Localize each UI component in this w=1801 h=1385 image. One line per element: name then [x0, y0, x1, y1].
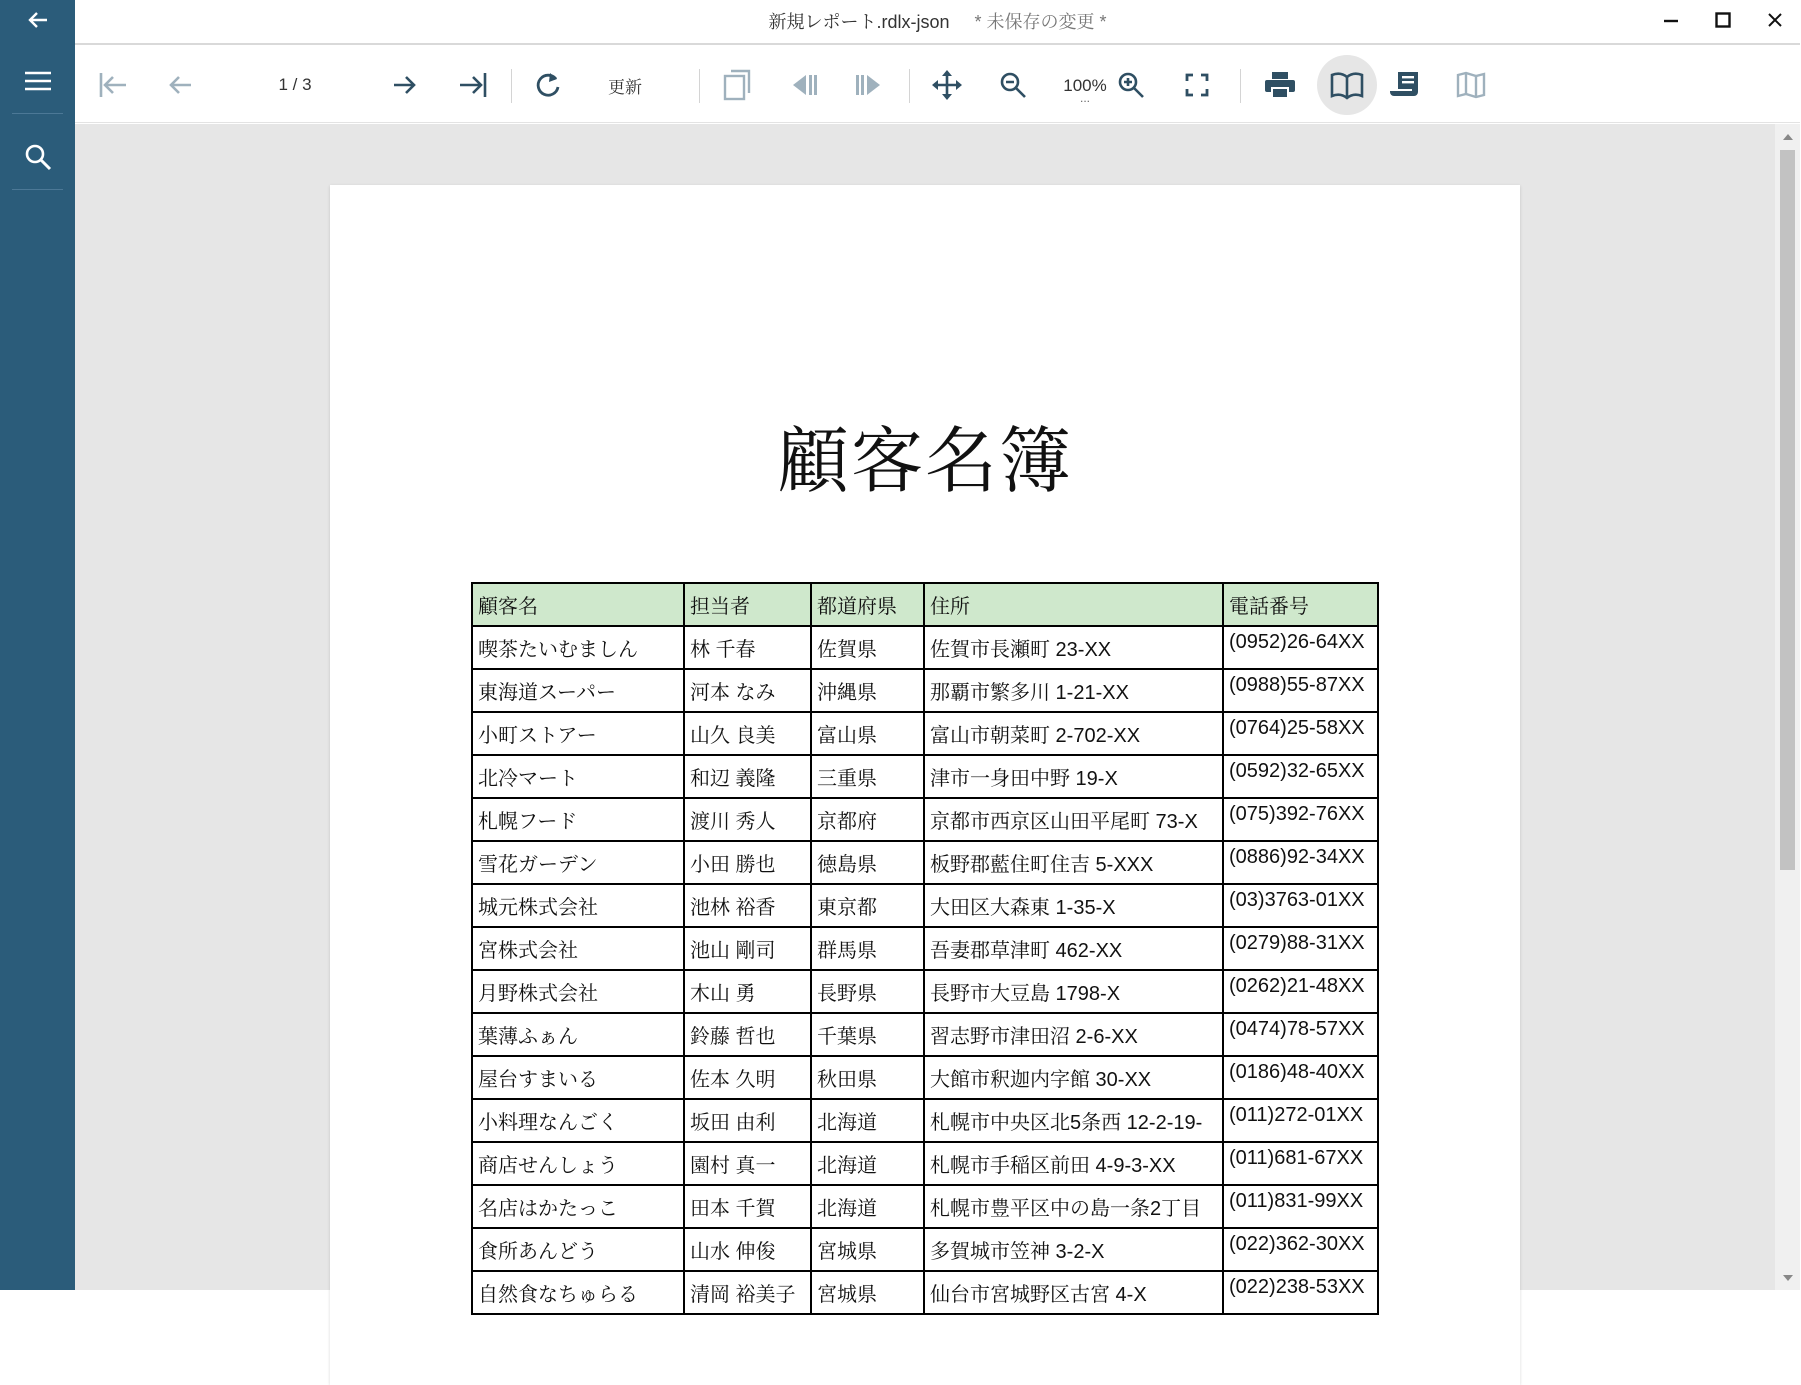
table-cell: 長野市大豆島 1798-X [924, 970, 1223, 1013]
table-cell: 田本 千賀 [684, 1185, 811, 1228]
maximize-icon [1715, 12, 1731, 33]
title-bar [75, 0, 1800, 45]
report-title: 顧客名簿 [776, 419, 1073, 503]
table-cell: 山水 伸俊 [684, 1228, 811, 1271]
table-row [472, 798, 1378, 841]
zoom-level-value: 100% [1063, 76, 1107, 95]
arrow-right-icon [392, 73, 418, 97]
step-forward-icon [855, 73, 885, 97]
book-view-button[interactable] [1317, 55, 1377, 115]
table-row [472, 1013, 1378, 1056]
vertical-scrollbar[interactable] [1775, 124, 1800, 1290]
table-cell: 北冷マート [472, 755, 684, 798]
table-cell: (0262)21-48XX [1223, 970, 1378, 1013]
table-cell: 商店せんしょう [472, 1142, 684, 1185]
viewer-toolbar [75, 47, 1800, 123]
fullscreen-icon [1185, 73, 1209, 97]
table-cell: 小料理なんごく [472, 1099, 684, 1142]
table-cell: 三重県 [811, 755, 924, 798]
table-cell: (0886)92-34XX [1223, 841, 1378, 884]
table-cell: 林 千春 [684, 626, 811, 669]
table-cell: (0592)32-65XX [1223, 755, 1378, 798]
table-cell: (011)681-67XX [1223, 1142, 1378, 1185]
column-header: 担当者 [684, 583, 811, 626]
zoom-in-button[interactable] [1111, 55, 1151, 115]
table-cell: 宮城県 [811, 1228, 924, 1271]
table-cell: 池山 剛司 [684, 927, 811, 970]
table-row [472, 1228, 1378, 1271]
unsaved-indicator: * 未保存の変更 * [974, 12, 1107, 32]
column-header: 顧客名 [472, 583, 684, 626]
zoom-out-icon [999, 71, 1027, 99]
table-cell: 和辺 義隆 [684, 755, 811, 798]
table-cell: 吾妻郡草津町 462-XX [924, 927, 1223, 970]
table-cell: 山久 良美 [684, 712, 811, 755]
table-cell: 沖縄県 [811, 669, 924, 712]
table-cell: 佐賀市長瀬町 23-XX [924, 626, 1223, 669]
table-cell: (0988)55-87XX [1223, 669, 1378, 712]
table-cell: 札幌フード [472, 798, 684, 841]
move-icon [931, 69, 963, 101]
table-cell: 渡川 秀人 [684, 798, 811, 841]
table-cell: 宮城県 [811, 1271, 924, 1314]
table-cell: (011)831-99XX [1223, 1185, 1378, 1228]
window-title [75, 0, 1800, 45]
scrollbar-thumb[interactable] [1780, 150, 1795, 870]
maximize-button[interactable] [1697, 0, 1749, 45]
table-cell: 小田 勝也 [684, 841, 811, 884]
table-cell: 大田区大森東 1-35-X [924, 884, 1223, 927]
table-cell: 名店はかたっこ [472, 1185, 684, 1228]
table-cell: 長野県 [811, 970, 924, 1013]
zoom-in-icon [1117, 71, 1145, 99]
table-cell: 徳島県 [811, 841, 924, 884]
table-cell: 板野郡藍住町住吉 5-XXX [924, 841, 1223, 884]
scroll-pages-icon [1390, 70, 1420, 100]
table-header-row [472, 583, 1378, 626]
copy-page-icon [722, 69, 752, 101]
table-cell: (0279)88-31XX [1223, 927, 1378, 970]
search-button[interactable] [12, 130, 63, 190]
table-cell: 清岡 裕美子 [684, 1271, 811, 1314]
hamburger-icon [24, 70, 52, 97]
table-cell: (03)3763-01XX [1223, 884, 1378, 927]
table-cell: 千葉県 [811, 1013, 924, 1056]
back-button[interactable] [0, 0, 75, 45]
next-section-button[interactable] [850, 55, 890, 115]
caret-down-icon [1783, 1269, 1793, 1287]
table-row [472, 755, 1378, 798]
menu-button[interactable] [12, 54, 63, 114]
last-page-icon [458, 71, 488, 99]
next-page-button[interactable] [385, 55, 425, 115]
table-row [472, 1056, 1378, 1099]
galley-view-button[interactable] [1451, 55, 1491, 115]
table-cell: (0186)48-40XX [1223, 1056, 1378, 1099]
table-cell: 小町ストアー [472, 712, 684, 755]
last-page-button[interactable] [453, 55, 493, 115]
table-row [472, 970, 1378, 1013]
table-cell: (075)392-76XX [1223, 798, 1378, 841]
table-row [472, 927, 1378, 970]
table-cell: 河本 なみ [684, 669, 811, 712]
zoom-options-dots: ... [1079, 91, 1090, 105]
table-cell: 那覇市繁多川 1-21-XX [924, 669, 1223, 712]
column-header: 電話番号 [1223, 583, 1378, 626]
close-button[interactable] [1749, 0, 1801, 45]
table-row [472, 669, 1378, 712]
table-cell: 食所あんどう [472, 1228, 684, 1271]
table-cell: 月野株式会社 [472, 970, 684, 1013]
zoom-out-button[interactable] [993, 55, 1033, 115]
previous-section-button[interactable] [783, 55, 823, 115]
table-row [472, 1099, 1378, 1142]
refresh-icon-button[interactable] [528, 55, 568, 115]
open-book-icon [1330, 71, 1364, 99]
toolbar-separator [699, 69, 700, 103]
table-cell: 群馬県 [811, 927, 924, 970]
table-cell: 津市一身田中野 19-X [924, 755, 1223, 798]
table-cell: 京都府 [811, 798, 924, 841]
print-button[interactable] [1260, 55, 1300, 115]
refresh-button[interactable]: 更新 [608, 77, 642, 97]
table-cell: 葉薄ふぁん [472, 1013, 684, 1056]
table-cell: 屋台すまいる [472, 1056, 684, 1099]
table-cell: 大館市釈迦内字館 30-XX [924, 1056, 1223, 1099]
table-cell: 城元株式会社 [472, 884, 684, 927]
toolbar-separator [1240, 69, 1241, 103]
table-row [472, 1271, 1378, 1314]
arrow-left-icon [167, 73, 193, 97]
table-cell: 富山県 [811, 712, 924, 755]
first-page-button[interactable] [93, 55, 133, 115]
table-cell: 北海道 [811, 1185, 924, 1228]
export-button[interactable] [717, 55, 757, 115]
table-cell: (0764)25-58XX [1223, 712, 1378, 755]
column-header: 住所 [924, 583, 1223, 626]
table-cell: 園村 真一 [684, 1142, 811, 1185]
sidebar [0, 0, 75, 1290]
table-row [472, 712, 1378, 755]
caret-up-icon [1783, 127, 1793, 145]
table-cell: 北海道 [811, 1142, 924, 1185]
fullscreen-button[interactable] [1177, 55, 1217, 115]
table-cell: 雪花ガーデン [472, 841, 684, 884]
table-cell: 坂田 由利 [684, 1099, 811, 1142]
refresh-icon [534, 70, 562, 100]
search-icon [24, 143, 52, 176]
scroll-up-button[interactable] [1775, 126, 1800, 146]
table-cell: 佐本 久明 [684, 1056, 811, 1099]
table-cell: 札幌市豊平区中の島一条2丁目 [924, 1185, 1223, 1228]
table-cell: 習志野市津田沼 2-6-XX [924, 1013, 1223, 1056]
previous-page-button[interactable] [160, 55, 200, 115]
table-cell: 自然食なちゅらる [472, 1271, 684, 1314]
table-cell: 富山市朝菜町 2-702-XX [924, 712, 1223, 755]
table-cell: (0952)26-64XX [1223, 626, 1378, 669]
table-cell: (022)362-30XX [1223, 1228, 1378, 1271]
pan-mode-button[interactable] [927, 55, 967, 115]
table-row [472, 1142, 1378, 1185]
table-cell: 札幌市手稲区前田 4-9-3-XX [924, 1142, 1223, 1185]
table-row [472, 884, 1378, 927]
continuous-view-button[interactable] [1385, 55, 1425, 115]
map-icon [1456, 71, 1486, 99]
table-cell: 東京都 [811, 884, 924, 927]
document-name: 新規レポート.rdlx-json [768, 12, 950, 32]
printer-icon [1264, 71, 1296, 99]
close-icon [1767, 12, 1783, 33]
table-cell: 札幌市中央区北5条西 12-2-19- [924, 1099, 1223, 1142]
scroll-down-button[interactable] [1775, 1268, 1800, 1288]
column-header: 都道府県 [811, 583, 924, 626]
report-page [330, 185, 1520, 1385]
table-cell: (022)238-53XX [1223, 1271, 1378, 1314]
table-cell: 東海道スーパー [472, 669, 684, 712]
step-back-icon [788, 73, 818, 97]
arrow-left-icon [27, 9, 49, 36]
zoom-level-dropdown[interactable] [1050, 55, 1120, 115]
customer-table [471, 582, 1379, 1315]
table-cell: 喫茶たいむましん [472, 626, 684, 669]
table-cell: 北海道 [811, 1099, 924, 1142]
table-cell: 秋田県 [811, 1056, 924, 1099]
table-cell: 多賀城市笠神 3-2-X [924, 1228, 1223, 1271]
table-cell: 宮株式会社 [472, 927, 684, 970]
table-cell: 鈴藤 哲也 [684, 1013, 811, 1056]
table-cell: 仙台市宮城野区古宮 4-X [924, 1271, 1223, 1314]
table-cell: (0474)78-57XX [1223, 1013, 1378, 1056]
first-page-icon [98, 71, 128, 99]
table-row [472, 626, 1378, 669]
table-row [472, 841, 1378, 884]
table-cell: 佐賀県 [811, 626, 924, 669]
toolbar-separator [511, 69, 512, 103]
minimize-button[interactable] [1645, 0, 1697, 45]
table-cell: (011)272-01XX [1223, 1099, 1378, 1142]
page-indicator[interactable]: 1 / 3 [278, 75, 312, 94]
minimize-icon [1663, 12, 1679, 33]
toolbar-separator [909, 69, 910, 103]
report-viewer[interactable] [75, 124, 1775, 1306]
table-cell: 池林 裕香 [684, 884, 811, 927]
table-cell: 京都市西京区山田平尾町 73-X [924, 798, 1223, 841]
table-row [472, 1185, 1378, 1228]
table-cell: 木山 勇 [684, 970, 811, 1013]
